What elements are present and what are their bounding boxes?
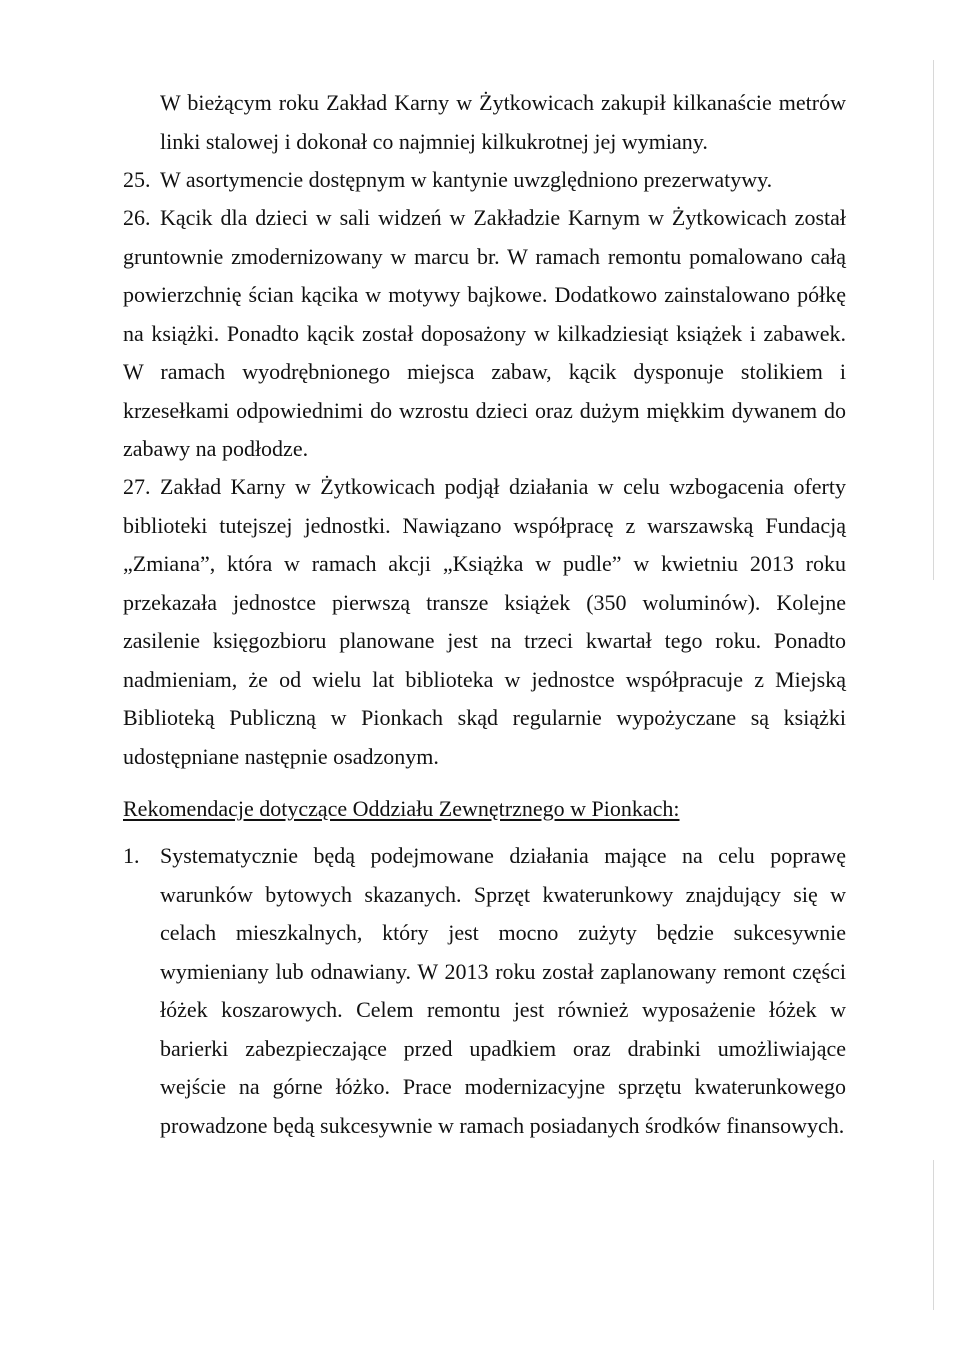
item-number: 25. <box>123 167 151 192</box>
item-number: 27. <box>123 474 151 499</box>
section-heading: Rekomendacje dotyczące Oddziału Zewnętrznego w Pionkach: <box>123 796 680 821</box>
item-text: Kącik dla dzieci w sali widzeń w Zakładzie Karnym w Żytkowicach został gruntownie zmodernizowany w marcu br. W ramach remontu pomalowano całą powierzchnię ścian kącika w motywy bajkowe. Dodatkowo zainstalowano półkę na książki. Ponadto kącik został doposażony w kilkadziesiąt książek i zabawek. W ramach wyodrębnionego miejsca zabaw, kącik dysponuje stolikiem i krzesełkami odpowiednimi do wzrostu dzieci oraz dużym miękkim dywanem do zabawy na podłodze. <box>123 205 846 461</box>
intro-paragraph: W bieżącym roku Zakład Karny w Żytkowicach zakupił kilkanaście metrów linki stalowej i dokonał co najmniej kilkukrotnej jej wymiany. <box>160 90 846 154</box>
item-text: W asortymencie dostępnym w kantynie uwzględniono prezerwatywy. <box>160 167 773 192</box>
item-25 <box>123 161 846 200</box>
item-27 <box>123 468 846 776</box>
recommendation-text: Systematycznie będą podejmowane działania mające na celu poprawę warunków bytowych skazanych. Sprzęt kwaterunkowy znajdujący się w celach mieszkalnych, który jest mocno zużyty będzie sukcesywnie wymieniany lub odnawiany. W 2013 roku został zaplanowany remont części łóżek koszarowych. Celem remontu jest również wyposażenie łóżek w barierki zabezpieczające przed upadkiem oraz drabinki umożliwiające wejście na górne łóżko. Prace modernizacyjne sprzętu kwaterunkowego prowadzone będą sukcesywnie w ramach posiadanych środków finansowych. <box>160 843 846 1138</box>
item-number: 26. <box>123 205 151 230</box>
recommendation-number: 1. <box>123 843 140 868</box>
item-26 <box>123 199 846 469</box>
scan-edge-line <box>933 60 934 580</box>
item-text: Zakład Karny w Żytkowicach podjął działania w celu wzbogacenia oferty biblioteki tutejszej jednostki. Nawiązano współpracę z warszawską Fundacją „Zmiana”, która w ramach akcji „Książka w pudle” w kwietniu 2013 roku przekazała jednostce pierwszą transze książek (350 woluminów). Kolejne zasilenie księgozbioru planowane jest na trzeci kwartał tego roku. Ponadto nadmieniam, że od wielu lat biblioteka w jednostce współpracuje z Miejską Biblioteką Publiczną w Pionkach skąd regularnie wypożyczane są książki udostępniane następnie osadzonym. <box>123 474 846 769</box>
scan-edge-line <box>933 1160 934 1310</box>
